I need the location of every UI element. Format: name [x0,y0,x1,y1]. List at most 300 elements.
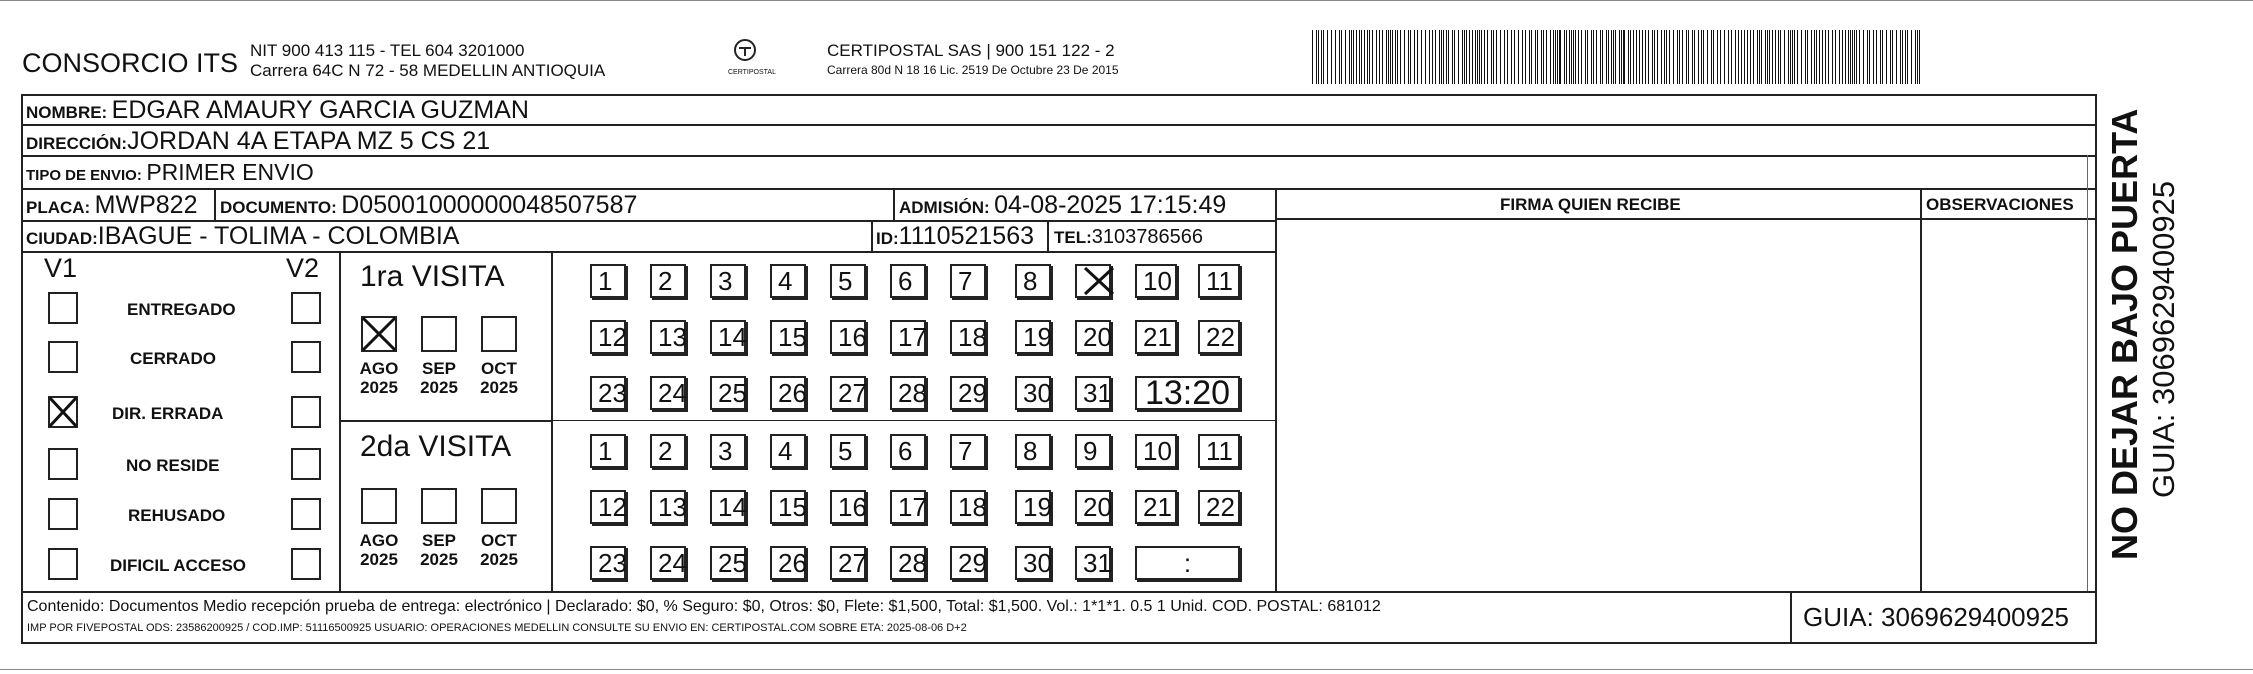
barcode-bar [1555,30,1556,84]
barcode-bar [1867,30,1868,84]
barcode-bar [1318,30,1319,84]
day-box[interactable]: 3 [710,264,746,298]
barcode-bar [1587,30,1588,84]
barcode-bar [1713,30,1714,84]
signature-area[interactable] [1277,220,1920,591]
day-box[interactable]: 17 [890,320,926,354]
day-box[interactable]: 2 [650,434,686,468]
barcode-bar [1353,30,1354,84]
footer-cell-divider [1790,591,1792,644]
barcode-bar [1892,30,1893,84]
barcode-bar [1571,30,1572,84]
tel-label: TEL: [1054,228,1092,247]
nombre-value: EDGAR AMAURY GARCIA GUZMAN [111,96,529,124]
first-visit-title: 1ra VISITA [360,260,505,293]
barcode-bar [1615,30,1616,84]
day-box[interactable]: 27 [830,376,866,410]
barcode-bar [1652,30,1653,84]
barcode-bar [1772,30,1773,84]
barcode-bar [1369,30,1370,84]
tipo-label: TIPO DE ENVIO: [26,167,142,184]
barcode-bar [1797,30,1798,84]
day-box[interactable]: 19 [1015,320,1051,354]
v2-checkbox[interactable] [291,341,321,373]
barcode-bar [1677,30,1678,84]
day-box[interactable]: 31 [1075,546,1111,580]
month-label: AGO [359,359,399,378]
firma-header: FIRMA QUIEN RECIBE [1500,195,1681,214]
barcode-bar [1608,30,1609,84]
barcode-bar [1557,30,1558,84]
day-box[interactable]: 20 [1075,490,1111,524]
day-box[interactable]: 12 [590,320,626,354]
barcode-bar [1421,30,1422,84]
day-box[interactable]: 18 [950,320,986,354]
placa-label: PLACA: [26,198,91,217]
barcode-bar [1905,30,1906,84]
second-visit-time[interactable]: : [1135,546,1240,580]
day-box[interactable]: 11 [1198,434,1240,468]
v2-header: V2 [286,253,320,283]
side-guia: GUIA: 3069629400925 [2146,180,2181,498]
barcode-bar [1367,30,1368,84]
day-box[interactable]: 13 [650,320,686,354]
barcode-bar [1717,30,1718,84]
company-nit: NIT 900 413 115 - TEL 604 3201000 [250,41,525,60]
month-checkbox[interactable] [361,316,397,352]
barcode-bar [1701,30,1702,84]
barcode-bar [1593,30,1594,84]
barcode-bar [1493,30,1494,84]
barcode-bar [1351,30,1352,84]
barcode-bar [1654,30,1655,84]
barcode-bar [1848,30,1849,84]
day-box[interactable]: 5 [830,264,866,298]
barcode-bar [1410,30,1411,84]
barcode-bar [1477,30,1478,84]
v1-checkbox[interactable] [48,292,78,324]
day-box[interactable]: 2 [650,264,686,298]
day-box[interactable]: 29 [950,376,986,410]
barcode-bar [1361,30,1362,84]
day-box[interactable]: 14 [710,320,746,354]
v2-checkbox[interactable] [291,548,321,580]
barcode-bar [1633,30,1634,84]
barcode-bar [1379,30,1380,84]
day-box[interactable]: 16 [830,490,866,524]
day-box[interactable]: 11 [1198,264,1240,298]
barcode-bar [1500,30,1501,84]
barcode-bar [1564,30,1565,84]
ciudad-value: IBAGUE - TOLIMA - COLOMBIA [97,222,460,250]
year-label: 2025 [420,550,458,569]
x-mark-icon [48,396,78,428]
barcode-bar [1481,30,1482,84]
year-label: 2025 [360,550,398,569]
day-box[interactable]: 6 [890,264,926,298]
barcode-bar [1529,30,1530,84]
month-checkbox[interactable] [421,488,457,524]
barcode-bar [1724,30,1725,84]
month-checkbox[interactable] [361,488,397,524]
barcode-bar [1359,30,1360,84]
barcode-bar [1767,30,1768,84]
day-box[interactable]: 28 [890,376,926,410]
barcode-bar [1316,30,1317,84]
barcode-bar [1666,30,1667,84]
day-box[interactable]: 7 [950,264,986,298]
visit-divider [339,420,551,422]
barcode-bar [1850,30,1851,84]
barcode-bar [1569,30,1570,84]
barcode-bar [1341,30,1342,84]
barcode-bar [1707,30,1708,84]
barcode-bar [1559,30,1561,84]
barcode-bar [1525,30,1526,84]
day-box[interactable]: 7 [950,434,986,468]
day-box[interactable]: 29 [950,546,986,580]
row-divider [21,251,1275,253]
barcode-bar [1623,30,1625,84]
barcode-bar [1553,30,1554,84]
barcode-bar [1487,30,1488,84]
day-box[interactable]: 26 [770,546,806,580]
barcode-bar [1814,30,1815,84]
barcode-bar [1738,30,1739,84]
content-line: Contenido: Documentos Medio recepción prueba de entrega: electrónico | Declarado: $0, % Seguro: $0, Otros: $0, Flete: $1,500, Total: $1,500. Vol.: 1*1*1. 0.5 1 Unid. COD. POSTAL: 681012 [27,598,1381,615]
barcode-bar [1356,30,1357,84]
day-box[interactable]: 10 [1135,264,1177,298]
cell-divider [871,220,873,251]
barcode-bar [1443,30,1444,84]
barcode-bar [1703,30,1704,84]
barcode-bar [1788,30,1789,84]
barcode-bar [1417,30,1418,84]
tipo-value: PRIMER ENVIO [146,159,314,185]
tel-value: 3103786566 [1091,226,1204,248]
day-box[interactable]: 4 [770,434,806,468]
barcode-bar [1769,30,1770,84]
v1-checkbox[interactable] [48,396,78,428]
day-box[interactable]: 12 [590,490,626,524]
barcode-bar [1720,30,1721,84]
barcode-bar [1475,30,1476,84]
barcode-bar [1504,30,1505,84]
day-box[interactable] [1075,264,1111,298]
barcode-bar [1639,30,1640,84]
barcode-bar [1819,30,1820,84]
second-visit-title: 2da VISITA [360,430,512,463]
barcode-bar [1816,30,1817,84]
barcode-bar [1578,30,1579,84]
x-mark-icon [1083,266,1115,296]
barcode-bar [1688,30,1689,84]
barcode-bar [1484,30,1485,84]
barcode-bar [1673,30,1674,84]
bottom-edge [0,669,2253,670]
day-box[interactable]: 23 [590,546,626,580]
barcode-bar [1792,30,1793,84]
day-box[interactable]: 13 [650,490,686,524]
barcode-bar [1479,30,1480,84]
day-box[interactable]: 8 [1015,264,1051,298]
day-box[interactable]: 8 [1015,434,1051,468]
v2-checkbox[interactable] [291,292,321,324]
barcode-bar [1692,30,1693,84]
barcode-bar [1735,30,1736,84]
barcode-bar [1446,30,1447,84]
barcode-bar [1621,30,1622,84]
row-divider [21,124,2097,126]
barcode-bar [1496,30,1497,84]
barcode-bar [1452,30,1453,84]
documento-value: D05001000000048507587 [341,191,638,219]
barcode-bar [1514,30,1515,84]
day-box[interactable]: 25 [710,546,746,580]
barcode-bar [1364,30,1365,84]
barcode-bar [1462,30,1463,84]
day-box[interactable]: 1 [590,434,626,468]
barcode-bar [1331,30,1332,84]
barcode-bar [1761,30,1762,84]
barcode-bar [1919,30,1920,84]
id-value: 1110521563 [898,222,1034,250]
barcode-bar [1511,30,1512,84]
barcode-bar [1911,30,1912,84]
barcode-bar [1566,30,1567,84]
barcode-bar [1550,30,1551,84]
day-box[interactable]: 24 [650,376,686,410]
day-box[interactable]: 5 [830,434,866,468]
barcode-bar [1464,30,1465,84]
barcode-bar [1414,30,1415,84]
option-label: ENTREGADO [127,300,236,319]
day-box[interactable]: 24 [650,546,686,580]
barcode-bar [1645,30,1646,84]
month-checkbox[interactable] [481,316,517,352]
barcode-bar [1600,30,1601,84]
day-box[interactable]: 10 [1135,434,1177,468]
barcode-bar [1591,30,1592,84]
barcode-bar [1404,30,1405,84]
day-box[interactable]: 14 [710,490,746,524]
barcode-bar [1757,30,1758,84]
barcode-bar [1664,30,1665,84]
barcode-bar [1376,30,1377,84]
barcode-bar [1863,30,1864,84]
day-box[interactable]: 6 [890,434,926,468]
barcode-bar [1854,30,1855,84]
barcode-bar [1388,30,1389,84]
day-box[interactable]: 30 [1015,376,1051,410]
day-box[interactable]: 21 [1135,320,1177,354]
observations-area[interactable] [1922,220,2087,591]
barcode-bar [1753,30,1754,84]
month-label: SEP [421,359,457,378]
day-box[interactable]: 30 [1015,546,1051,580]
day-box[interactable]: 22 [1198,320,1240,354]
barcode-bar [1728,30,1729,84]
barcode-bar [1390,30,1391,84]
day-box[interactable]: 26 [770,376,806,410]
visit-divider [551,251,553,591]
observaciones-header: OBSERVACIONES [1926,195,2074,214]
logo-text: CERTIPOSTAL [728,69,776,76]
barcode-bar [1902,30,1903,84]
barcode-bar [1669,30,1670,84]
barcode-bar [1835,30,1836,84]
top-edge [0,0,2253,1]
company-address: Carrera 64C N 72 - 58 MEDELLIN ANTIOQUIA [250,61,606,80]
barcode-bar [1794,30,1795,84]
x-mark-icon [361,316,397,352]
barcode-bar [1386,30,1387,84]
cell-divider [893,188,895,220]
direccion-value: JORDAN 4A ETAPA MZ 5 CS 21 [127,127,491,155]
day-box[interactable]: 21 [1135,490,1177,524]
barcode-bar [1694,30,1695,84]
barcode-bar [1842,30,1843,84]
barcode-bar [1890,30,1891,84]
barcode-bar [1585,30,1586,84]
option-label: CERRADO [130,349,216,368]
barcode-bar [1429,30,1430,84]
barcode-bar [1531,30,1532,84]
barcode-bar [1535,30,1536,84]
barcode-bar [1628,30,1629,84]
barcode-bar [1518,30,1519,84]
barcode-bar [1915,30,1916,84]
barcode-bar [1657,30,1658,84]
barcode-bar [1611,30,1612,84]
barcode-bar [1630,30,1631,84]
barcode-bar [1811,30,1812,84]
barcode-bar [1775,30,1776,84]
day-box[interactable]: 28 [890,546,926,580]
id-label: ID: [876,229,899,248]
year-label: 2025 [360,378,398,397]
imp-line: IMP POR FIVEPOSTAL ODS: 23586200925 / COD.IMP: 51116500925 USUARIO: OPERACIONES MEDELLIN CONSULTE SU ENVIO EN: CERTIPOSTAL.COM SOBRE ETA: 2025-08-06 D+2 [27,622,967,634]
barcode-bar [1859,30,1860,84]
barcode-bar [1731,30,1732,84]
barcode-bar [1682,30,1683,84]
barcode-bar [1765,30,1766,84]
year-label: 2025 [480,550,518,569]
v1-checkbox[interactable] [48,341,78,373]
barcode-bar [1439,30,1440,84]
barcode-bar [1828,30,1829,84]
day-box[interactable]: 19 [1015,490,1051,524]
documento-label: DOCUMENTO: [220,198,337,217]
barcode-bar [1397,30,1398,84]
barcode-bar [1606,30,1607,84]
day-box[interactable]: 23 [590,376,626,410]
barcode-bar [1339,30,1340,84]
visit-divider [551,420,1275,421]
month-checkbox[interactable] [481,488,517,524]
v2-checkbox[interactable] [291,448,321,480]
v1-header: V1 [44,253,78,283]
barcode-bar [1613,30,1614,84]
barcode-bar [1679,30,1680,84]
barcode-bar [1392,30,1393,84]
month-checkbox[interactable] [421,316,457,352]
barcode-bar [1832,30,1833,84]
barcode-bar [1661,30,1662,84]
barcode-bar [1807,30,1808,84]
day-box[interactable]: 15 [770,320,806,354]
month-label: SEP [421,531,457,550]
v1-checkbox[interactable] [48,548,78,580]
day-box[interactable]: 25 [710,376,746,410]
day-box[interactable]: 3 [710,434,746,468]
barcode-bar [1491,30,1492,84]
day-box[interactable]: 18 [950,490,986,524]
day-box[interactable]: 4 [770,264,806,298]
barcode-bar [1507,30,1508,84]
barcode-bar [1425,30,1426,84]
day-box[interactable]: 31 [1075,376,1111,410]
barcode-bar [1876,30,1877,84]
year-label: 2025 [480,378,518,397]
barcode-bar [1711,30,1712,84]
first-visit-time[interactable]: 13:20 [1135,376,1240,410]
barcode-bar [1546,30,1547,84]
v1-checkbox[interactable] [48,498,78,530]
day-box[interactable]: 9 [1075,434,1111,468]
day-box[interactable]: 15 [770,490,806,524]
day-box[interactable]: 22 [1198,490,1240,524]
footer-guia: GUIA: 3069629400925 [1803,602,2069,632]
courier-license: Carrera 80d N 18 16 Lic. 2519 De Octubre 23 De 2015 [827,63,1119,77]
barcode-bar [1852,30,1853,84]
barcode-bar [1805,30,1806,84]
barcode-bar [1896,30,1897,84]
barcode-icon [1310,30,1926,84]
year-label: 2025 [420,378,458,397]
option-label: DIR. ERRADA [112,404,224,423]
inner-edge [2087,155,2088,591]
barcode-bar [1541,30,1542,84]
barcode-bar [1790,30,1791,84]
v1-checkbox[interactable] [48,448,78,480]
barcode-bar [1575,30,1576,84]
barcode-bar [1886,30,1887,84]
barcode-bar [1873,30,1874,84]
barcode-bar [1917,30,1918,84]
day-box[interactable]: 27 [830,546,866,580]
barcode-bar [1472,30,1473,84]
barcode-bar [1448,30,1449,84]
v2-checkbox[interactable] [291,498,321,530]
nombre-label: NOMBRE: [26,103,108,122]
barcode-bar [1323,30,1324,84]
day-box[interactable]: 16 [830,320,866,354]
no-dejar-warning: NO DEJAR BAJO PUERTA [2104,108,2145,560]
cell-divider [1047,220,1049,251]
barcode-bar [1845,30,1846,84]
day-box[interactable]: 20 [1075,320,1111,354]
barcode-bar [1869,30,1870,84]
barcode-bar [1382,30,1383,84]
v2-checkbox[interactable] [291,396,321,428]
row-divider [21,188,2097,190]
day-box[interactable]: 1 [590,264,626,298]
courier-name: CERTIPOSTAL SAS | 900 151 122 - 2 [827,41,1115,60]
barcode-bar [1372,30,1373,84]
barcode-bar [1543,30,1544,84]
day-box[interactable]: 17 [890,490,926,524]
